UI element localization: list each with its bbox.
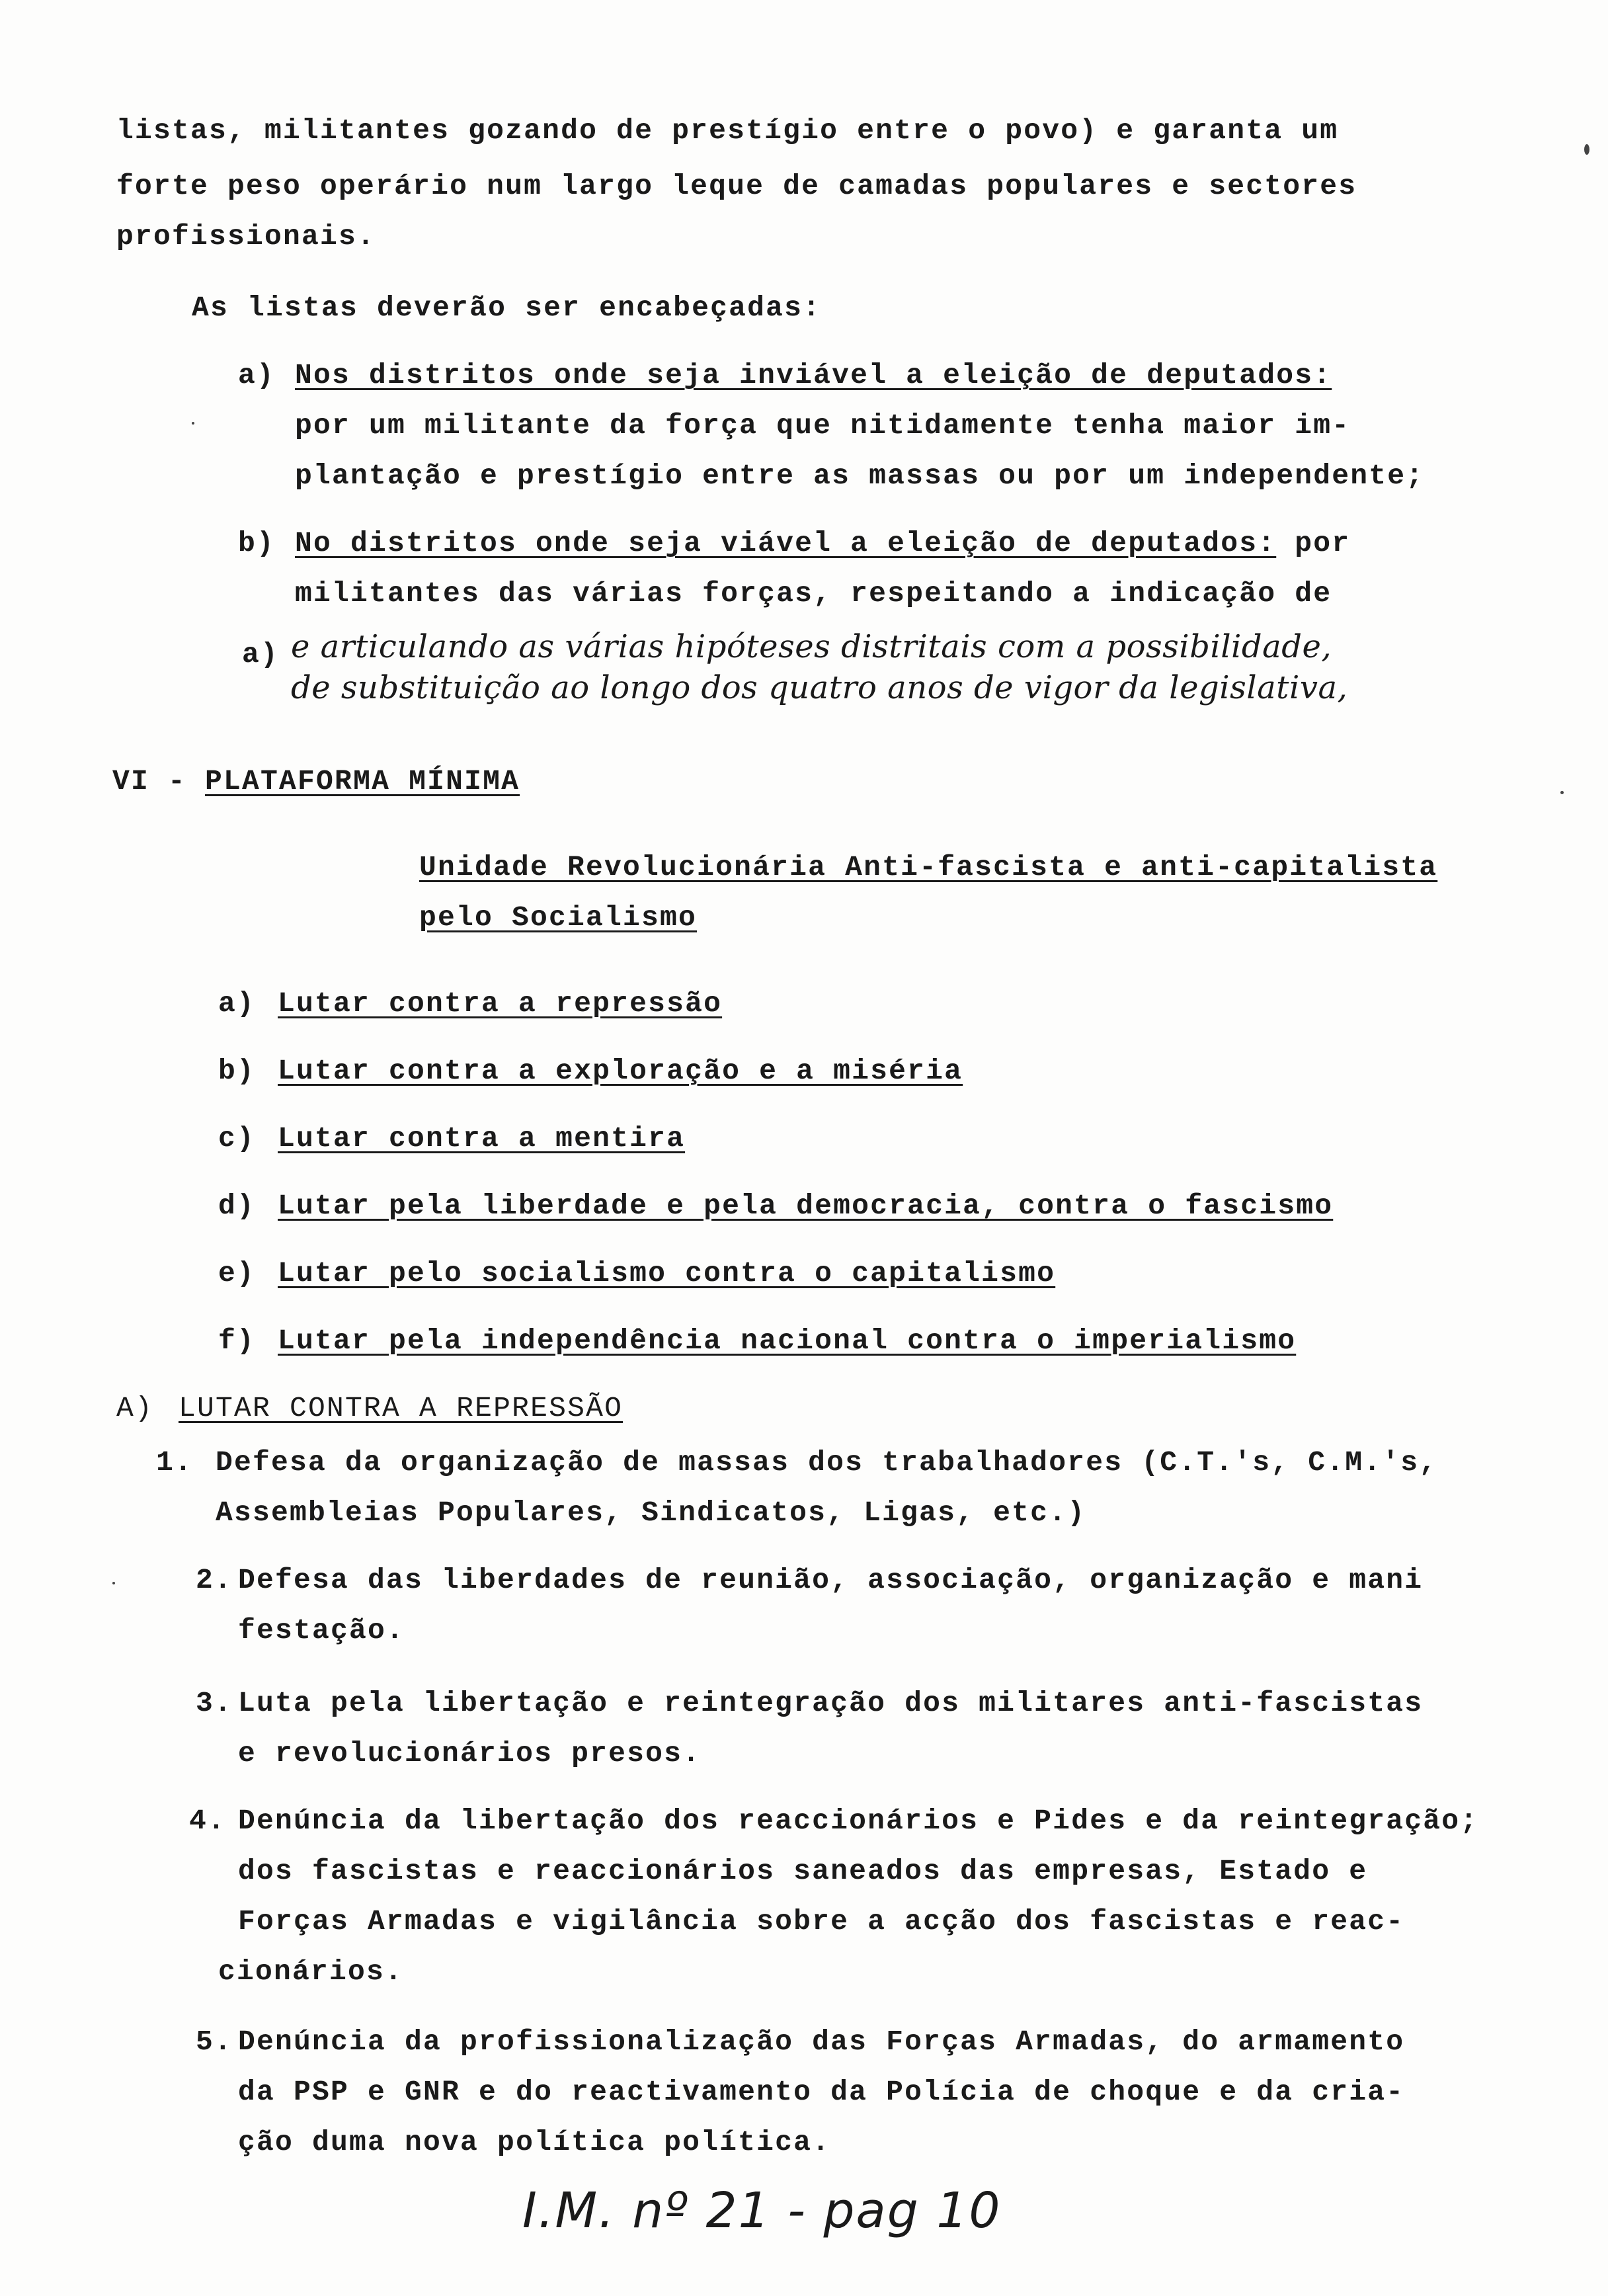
point-5-line-1: Denúncia da profissionalização das Forças Armadas, do armamento	[238, 2026, 1405, 2058]
objective-e-label: e)	[218, 1257, 256, 1290]
objective-a: Lutar contra a repressão	[278, 987, 723, 1020]
point-4-line-4: cionários.	[218, 1955, 404, 1988]
section-vi-title: PLATAFORMA MÍNIMA	[205, 765, 520, 798]
handwritten-line-1: e articulando as várias hipóteses distritais com a possibilidade,	[291, 628, 1332, 665]
section-vi-prefix: VI -	[112, 765, 206, 798]
item-b-line-1	[295, 525, 1350, 562]
objective-f-label: f)	[218, 1325, 256, 1357]
objective-e: Lutar pelo socialismo contra o capitalismo	[278, 1257, 1056, 1290]
point-1-line-2: Assembleias Populares, Sindicatos, Ligas, etc.)	[216, 1496, 1086, 1529]
section-a-label: A)	[116, 1392, 154, 1424]
point-2-number: 2.	[196, 1564, 233, 1596]
point-3-line-2: e revolucionários presos.	[238, 1737, 702, 1770]
point-3-number: 3.	[196, 1687, 233, 1719]
item-b-after: por	[1276, 527, 1351, 559]
objective-b-label: b)	[218, 1055, 256, 1087]
lists-intro: As listas deverão ser encabeçadas:	[192, 292, 822, 324]
item-b-title: No distritos onde seja viável a eleição de deputados:	[295, 527, 1277, 559]
item-a-line-2: por um militante da força que nitidamente tenha maior im-	[295, 409, 1351, 442]
point-2-line-2: festação.	[238, 1614, 405, 1647]
handwritten-label: a)	[242, 638, 280, 671]
section-vi-subtitle-2: pelo Socialismo	[419, 901, 698, 934]
intro-line-1: listas, militantes gozando de prestígio entre o povo) e garanta um	[116, 114, 1339, 147]
item-a-title: Nos distritos onde seja inviável a eleição de deputados:	[295, 359, 1332, 391]
point-4-line-3: Forças Armadas e vigilância sobre a acção dos fascistas e reac-	[238, 1905, 1405, 1938]
item-a-label: a)	[238, 359, 276, 391]
point-1-line-1: Defesa da organização de massas dos trabalhadores (C.T.'s, C.M.'s,	[216, 1446, 1438, 1479]
point-4-number: 4.	[189, 1805, 227, 1837]
handwritten-line-2: de substituição ao longo dos quatro anos de vigor da legislativa,	[291, 669, 1348, 706]
objective-a-label: a)	[218, 987, 256, 1020]
scan-speck	[1560, 791, 1564, 794]
objective-c-label: c)	[218, 1122, 256, 1155]
scan-speck	[112, 1582, 115, 1584]
point-1-number: 1.	[156, 1446, 194, 1479]
point-5-line-3: ção duma nova política política.	[238, 2126, 831, 2158]
section-vi-subtitle-1: Unidade Revolucionária Anti-fascista e anti-capitalista	[419, 851, 1438, 883]
scan-speck	[1584, 144, 1589, 155]
point-5-line-2: da PSP e GNR e do reactivamento da Polícia de choque e da cria-	[238, 2076, 1405, 2108]
objective-c: Lutar contra a mentira	[278, 1122, 686, 1155]
item-b-label: b)	[238, 527, 276, 559]
objective-b: Lutar contra a exploração e a miséria	[278, 1055, 963, 1087]
point-3-line-1: Luta pela libertação e reintegração dos militares anti-fascistas	[238, 1687, 1424, 1719]
item-a-line-3: plantação e prestígio entre as massas ou por um independente;	[295, 460, 1425, 492]
item-b-line-2: militantes das várias forças, respeitando a indicação de	[295, 577, 1332, 610]
section-a-title: LUTAR CONTRA A REPRESSÃO	[179, 1392, 623, 1424]
objective-d: Lutar pela liberdade e pela democracia, contra o fascismo	[278, 1190, 1334, 1222]
point-4-line-1: Denúncia da libertação dos reaccionários e Pides e da reintegração;	[238, 1805, 1479, 1837]
objective-d-label: d)	[218, 1190, 256, 1222]
intro-line-3: profissionais.	[116, 220, 376, 253]
page-number-mark: I.M. nº 21 - pag 10	[522, 2182, 1002, 2239]
objective-f: Lutar pela independência nacional contra o imperialismo	[278, 1325, 1297, 1357]
section-vi-heading	[112, 763, 520, 800]
intro-line-2: forte peso operário num largo leque de camadas populares e sectores	[116, 170, 1357, 202]
point-5-number: 5.	[196, 2026, 233, 2058]
point-4-line-2: dos fascistas e reaccionários saneados das empresas, Estado e	[238, 1855, 1368, 1887]
scan-speck	[192, 422, 194, 425]
point-2-line-1: Defesa das liberdades de reunião, associação, organização e mani	[238, 1564, 1424, 1596]
